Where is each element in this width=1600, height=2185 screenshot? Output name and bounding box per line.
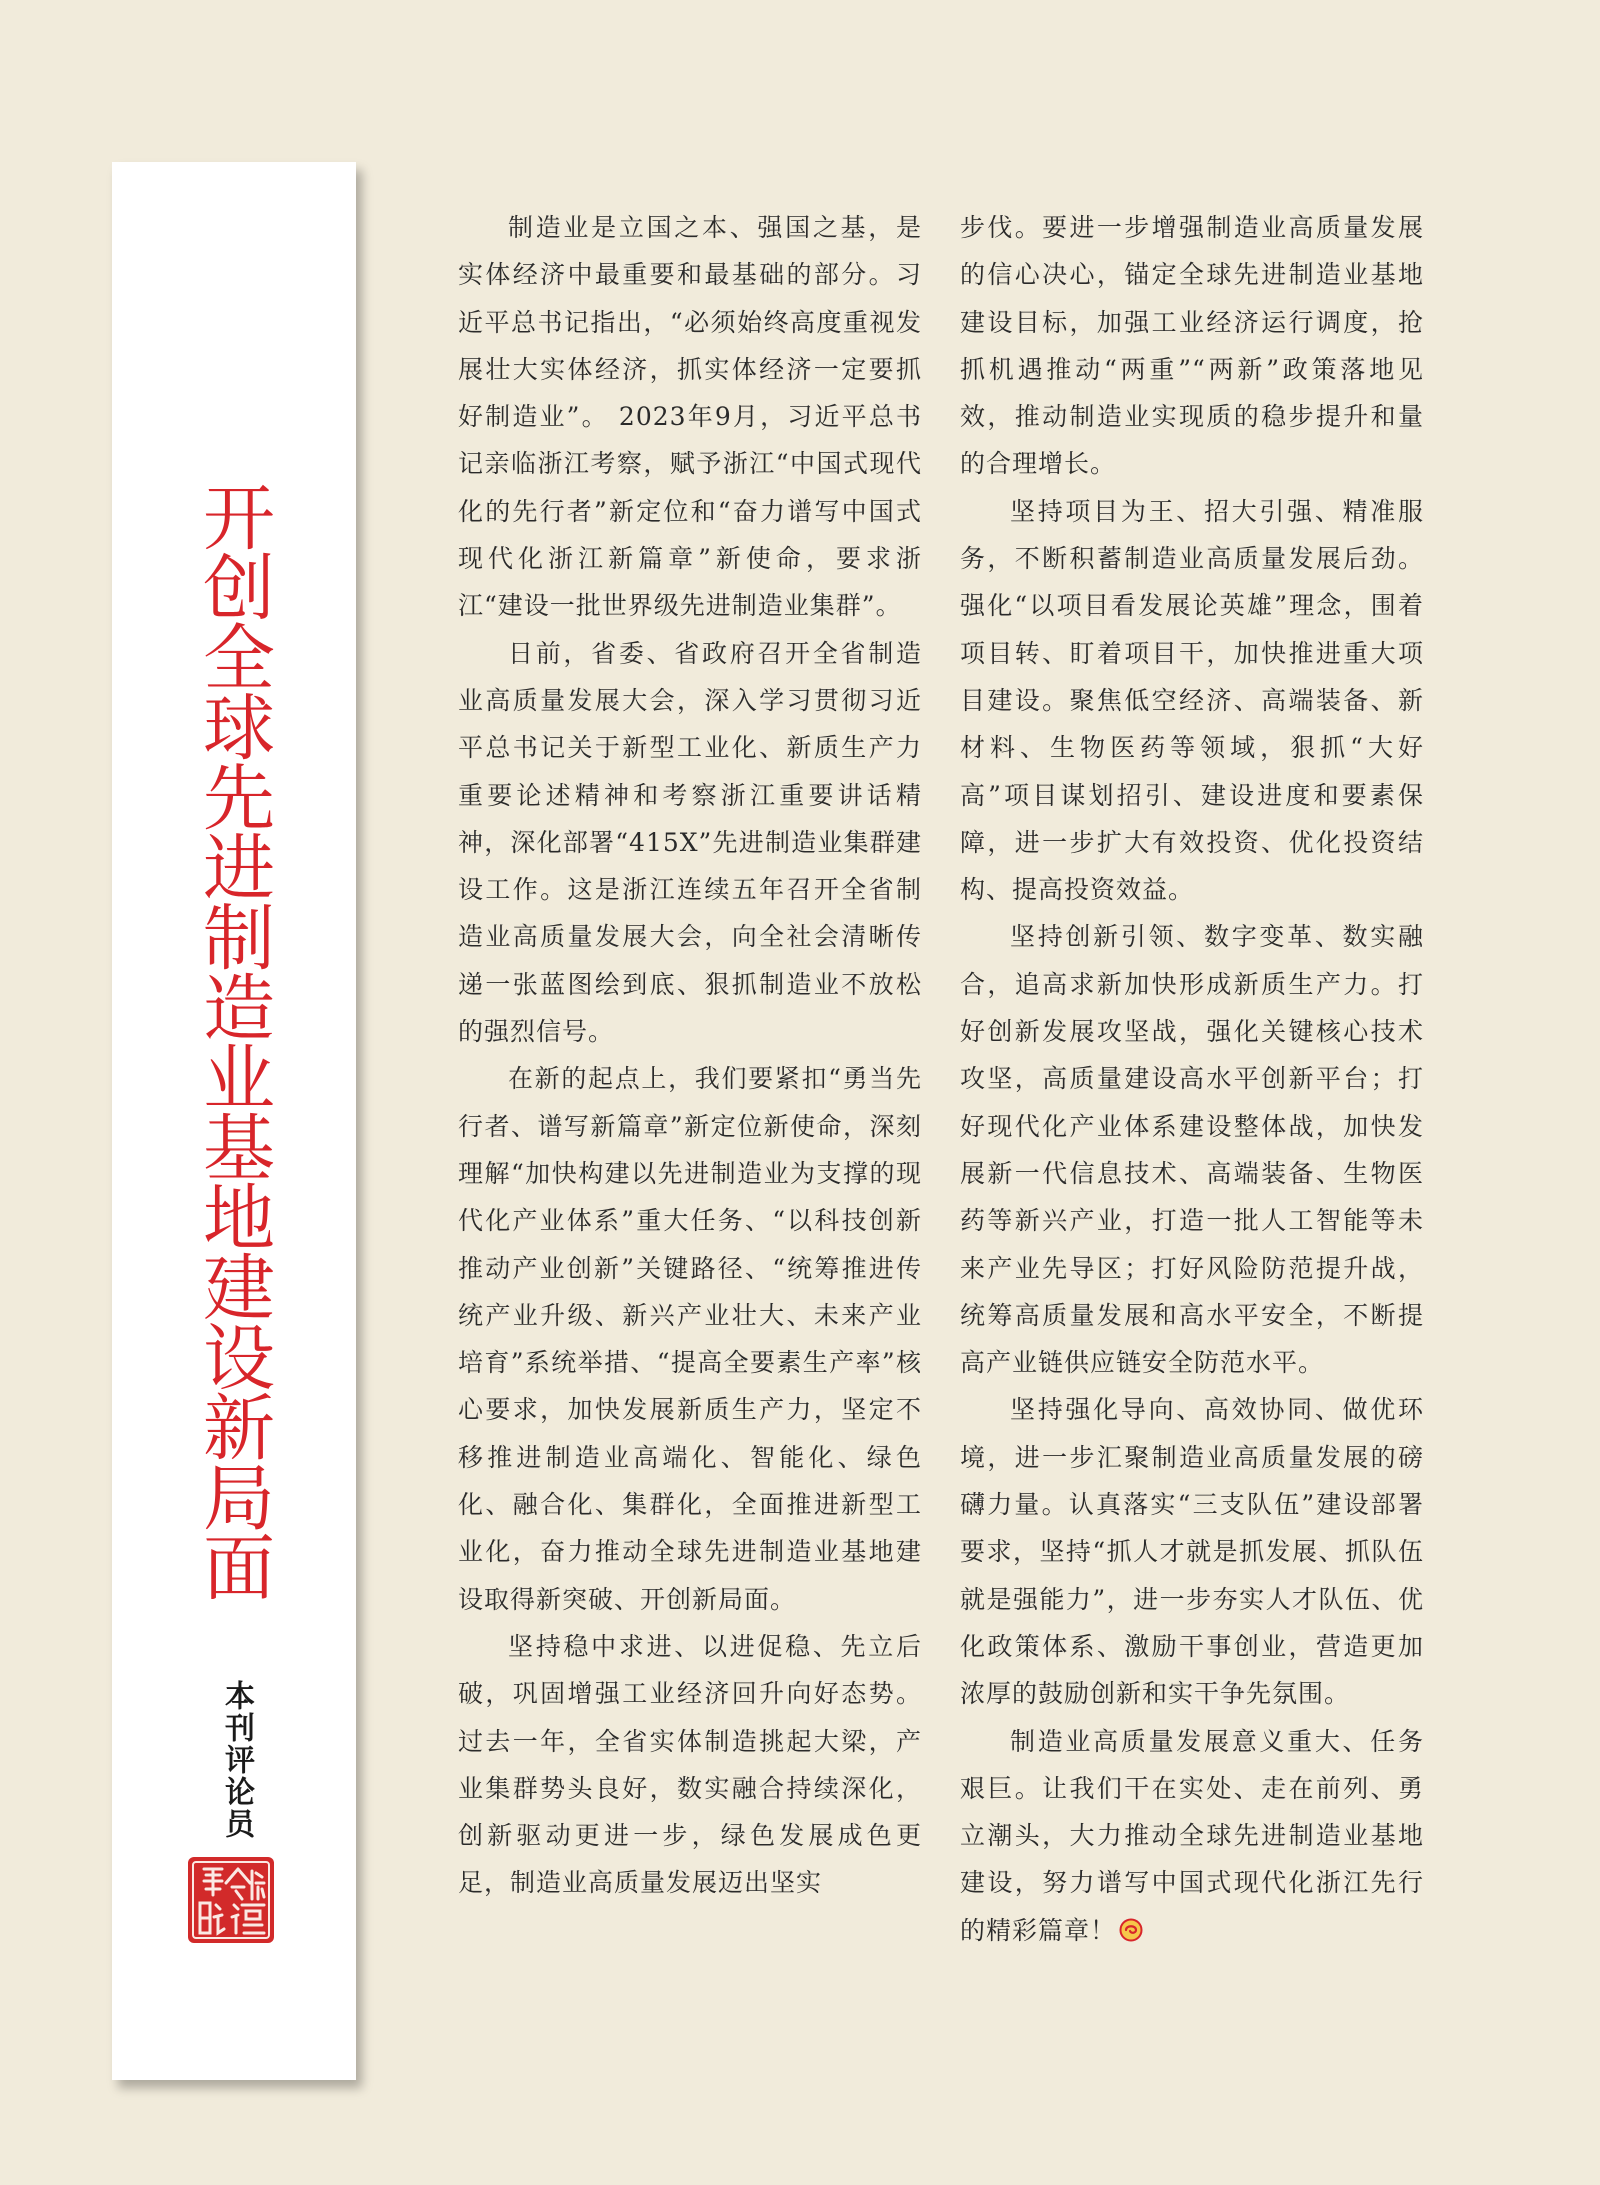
paragraph-continuation: 步伐。要进一步增强制造业高质量发展的信心决心，锚定全球先进制造业基地建设目标，加强工业经济运行调度，抢抓机遇推动“两重”“两新”政策落地见效，推动制造业实现质的稳步提升和量的合理增长。 bbox=[960, 213, 1424, 479]
article-headline: 开创全球先进制造业基地建设新局面 bbox=[191, 480, 275, 1600]
paragraph: 坚持强化导向、高效协同、做优环境，进一步汇聚制造业高质量发展的磅礴力量。认真落实“三支队伍”建设部署要求，坚持“抓人才就是抓发展、抓队伍就是强能力”，进一步夯实人才队伍、优化政策体系、激励干事创业，营造更加浓厚的鼓励创新和实干争先氛围。 bbox=[960, 1395, 1424, 1709]
paragraph: 坚持稳中求进、以进促稳、先立后破，巩固增强工业经济回升向好态势。过去一年，全省实体制造挑起大梁，产业集群势头良好，数实融合持续深化，创新驱动更进一步，绿色发展成色更足，制造业高质量发展迈出坚实 bbox=[458, 1631, 922, 1898]
author-byline: 本刊评论员 bbox=[219, 1680, 254, 1840]
paragraph-final bbox=[960, 1718, 1424, 1954]
paragraph: 制造业是立国之本、强国之基，是实体经济中最重要和最基础的部分。习近平总书记指出，“必须始终高度重视发展壮大实体经济，抓实体经济一定要抓好制造业”。 2023年9月，习近平总书记亲临浙江考察，赋予浙江“中国式现代化的先行者”新定位和“奋力谱写中国式现代化浙江新篇章”新使命，要求浙江“建设一批世界级先进制造业集群”。 bbox=[458, 213, 922, 621]
paragraph: 日前，省委、省政府召开全省制造业高质量发展大会，深入学习贯彻习近平总书记关于新型工业化、新质生产力重要论述精神和考察浙江重要讲话精神，深化部署“415X”先进制造业集群建设工作。这是浙江连续五年召开全省制造业高质量发展大会，向全社会清晰传递一张蓝图绘到底、狠抓制造业不放松的强烈信号。 bbox=[458, 638, 922, 1047]
paragraph: 坚持项目为王、招大引强、精准服务，不断积蓄制造业高质量发展后劲。强化“以项目看发展论英雄”理念，围着项目转、盯着项目干，加快推进重大项目建设。聚焦低空经济、高端装备、新材料、生物医药等领域，狠抓“大好高”项目谋划招引、建设进度和要素保障，进一步扩大有效投资、优化投资结构、提高投资效益。 bbox=[960, 496, 1424, 905]
paragraph: 坚持创新引领、数字变革、数实融合，追高求新加快形成新质生产力。打好创新发展攻坚战，强化关键核心技术攻坚，高质量建设高水平创新平台；打好现代化产业体系建设整体战，加快发展新一代信息技术、高端装备、生物医药等新兴产业，打造一批人工智能等未来产业先导区；打好风险防范提升战，统筹高质量发展和高水平安全，不断提高产业链供应链安全防范水平。 bbox=[960, 922, 1424, 1378]
final-paragraph-text: 制造业高质量发展意义重大、任务艰巨。让我们干在实处、走在前列、勇立潮头，大力推动全球先进制造业基地建设，努力谱写中国式现代化浙江先行的精彩篇章！ bbox=[960, 1726, 1424, 1945]
article-column-right bbox=[960, 204, 1424, 1954]
paragraph: 在新的起点上，我们要紧扣“勇当先行者、谱写新篇章”新定位新使命，深刻理解“加快构建以先进制造业为支撑的现代化产业体系”重大任务、“以科技创新推动产业创新”关键路径、“统筹推进传统产业升级、新兴产业壮大、未来产业培育”系统举措、“提高全要素生产率”核心要求，加快发展新质生产力，坚定不移推进制造业高端化、智能化、绿色化、融合化、集群化，全面推进新型工业化，奋力推动全球先进制造业基地建设取得新突破、开创新局面。 bbox=[458, 1064, 922, 1614]
publication-seal-stamp bbox=[186, 1855, 276, 1945]
article-column-left bbox=[458, 204, 922, 1907]
end-of-article-icon bbox=[1119, 1918, 1143, 1942]
